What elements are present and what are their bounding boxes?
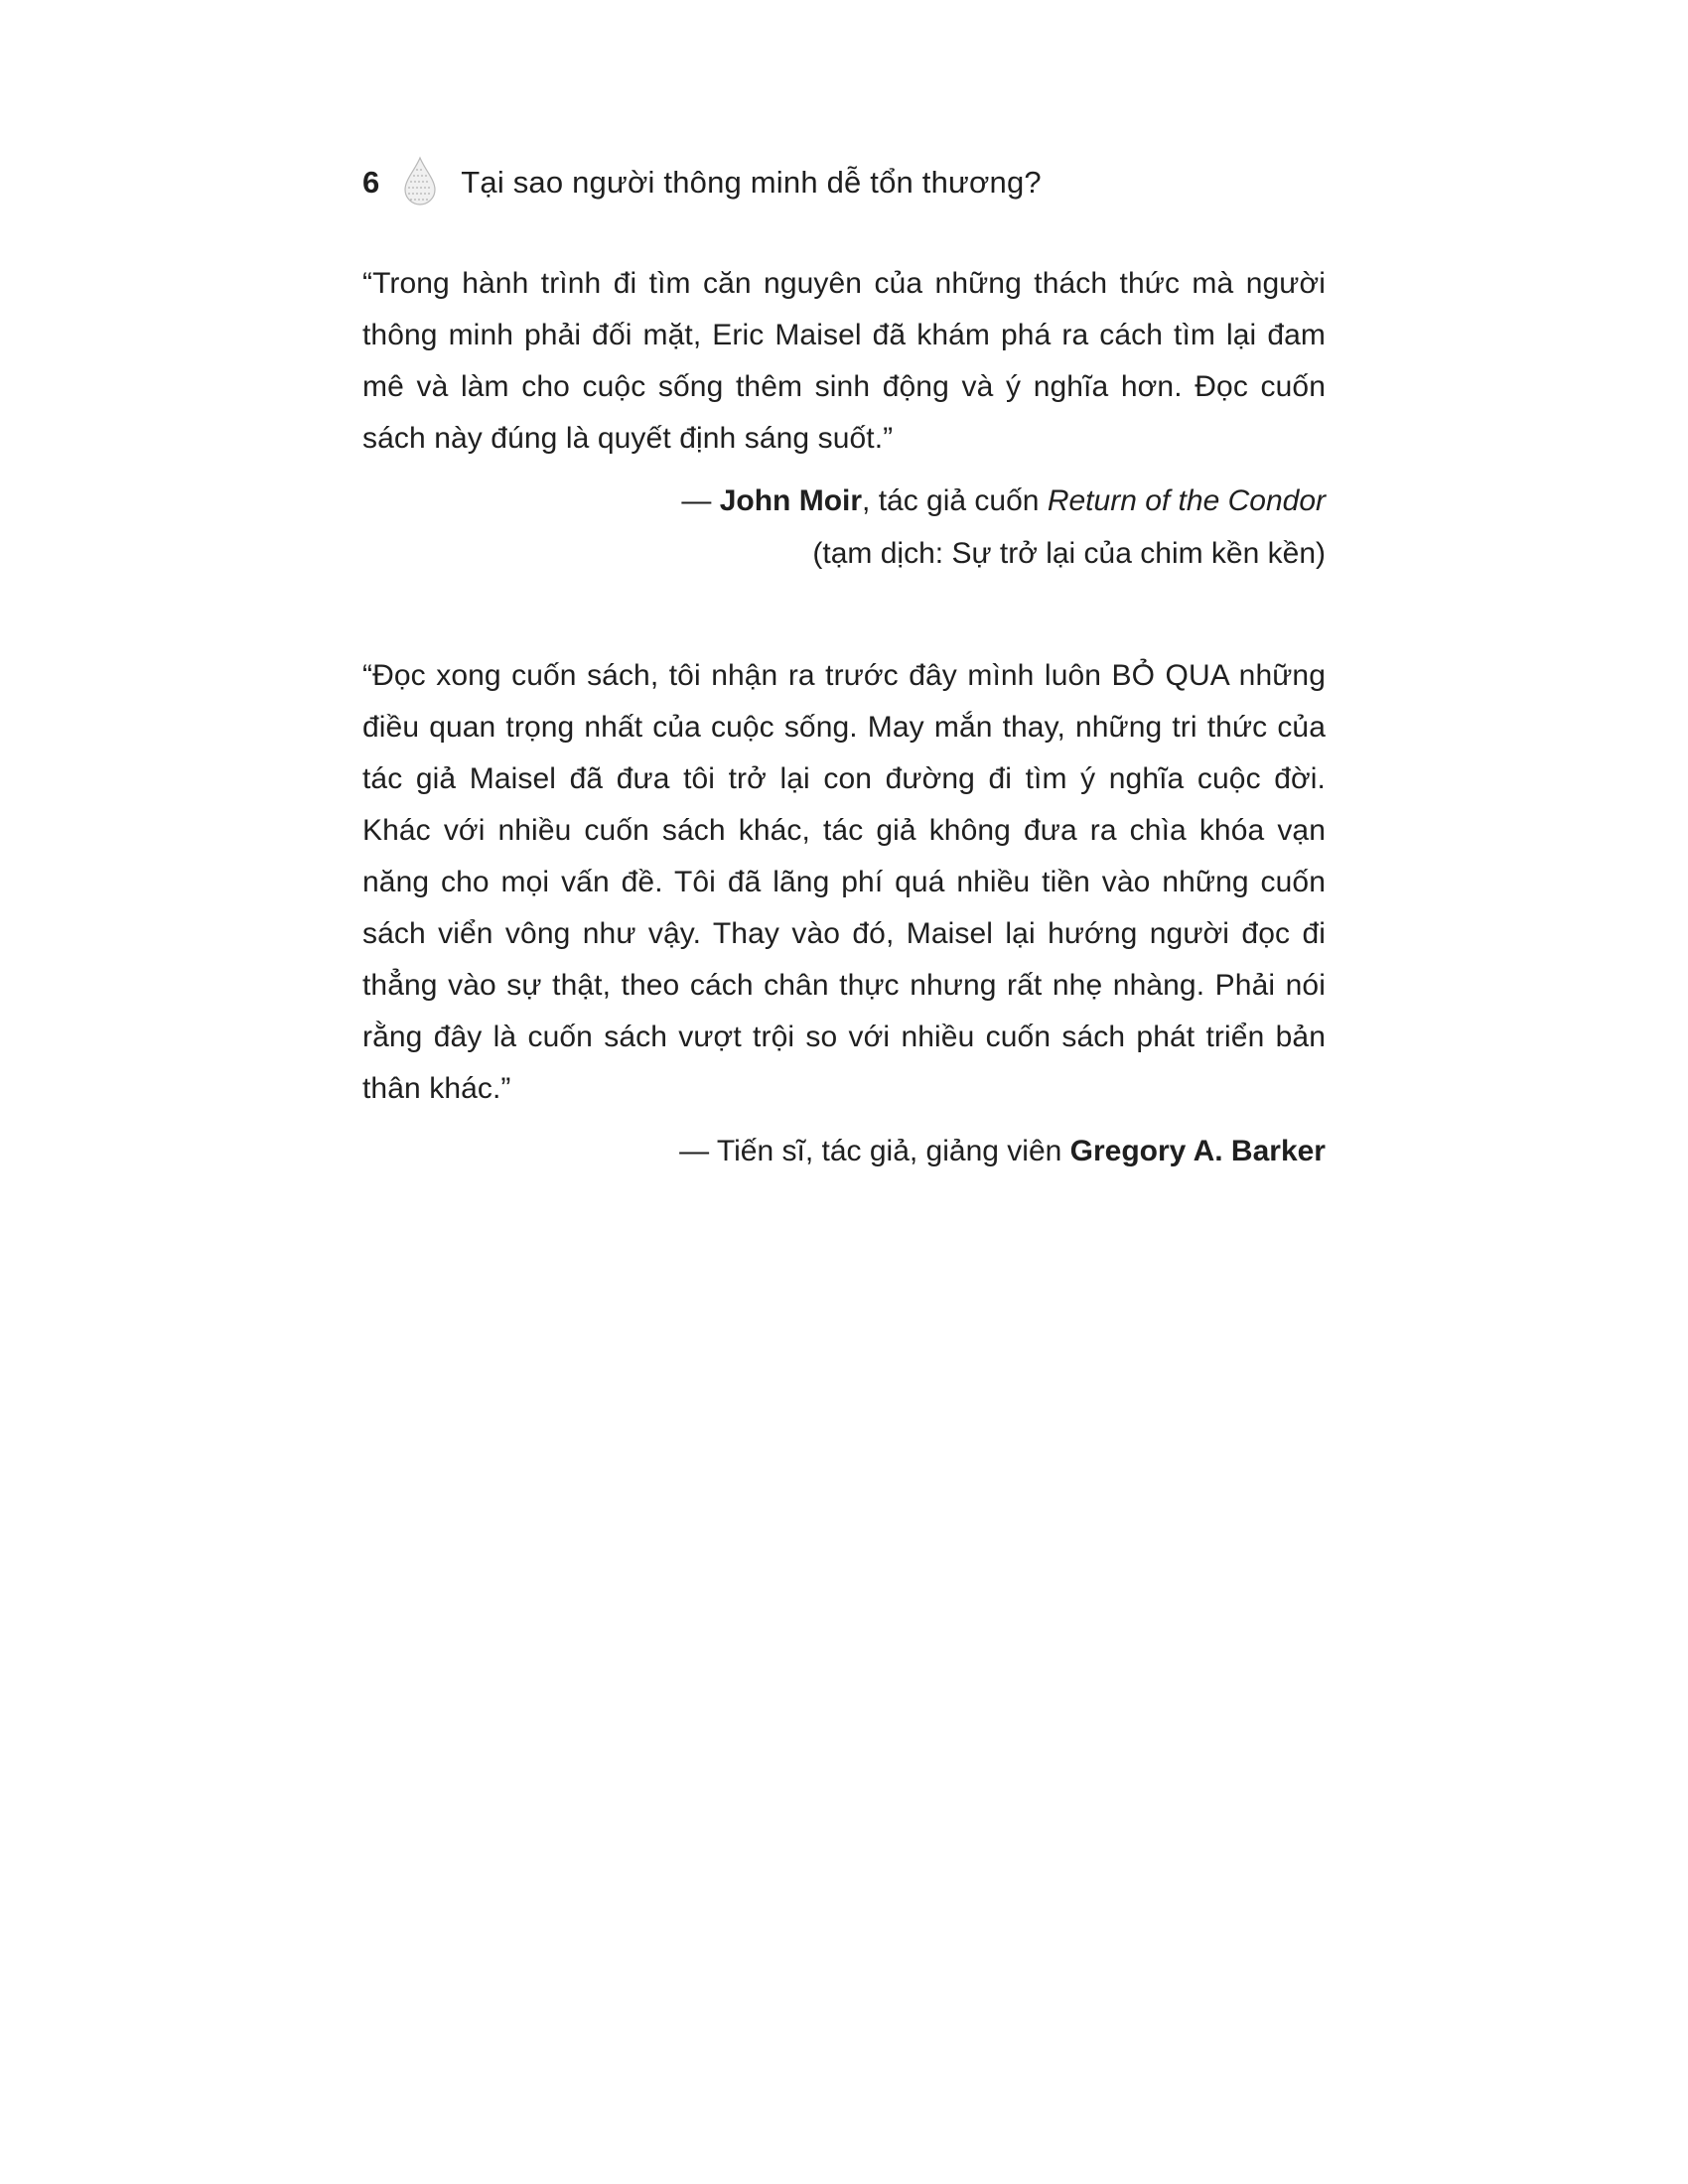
author-credentials: — Tiến sĩ, tác giả, giảng viên (679, 1135, 1070, 1167)
quote-text: “Trong hành trình đi tìm căn nguyên của những thách thức mà người thông minh phải đối mặt, Eric Maisel đã khám phá ra cách tìm lại đam mê và làm cho cuộc sống thêm sinh động và ý nghĩa hơn. Đọc cuốn sách này đúng là quyết định sáng suốt.” (362, 267, 1326, 455)
running-title: Tại sao người thông minh dễ tổn thương? (461, 164, 1042, 200)
book-title: Return of the Condor (1047, 484, 1326, 517)
testimonial-gregory-barker (362, 650, 1326, 1177)
quote-attribution (362, 1125, 1326, 1177)
testimonial-john-moir (362, 258, 1326, 580)
author-name: Gregory A. Barker (1069, 1135, 1326, 1167)
water-drop-icon (401, 156, 439, 207)
author-name: John Moir (719, 484, 863, 517)
quote-text: “Đọc xong cuốn sách, tôi nhận ra trước đây mình luôn BỎ QUA những điều quan trọng nhất của cuộc sống. May mắn thay, những tri thức của tác giả Maisel đã đưa tôi trở lại con đường đi tìm ý nghĩa cuộc đời. Khác với nhiều cuốn sách khác, tác giả không đưa ra chìa khóa vạn năng cho mọi vấn đề. Tôi đã lãng phí quá nhiều tiền vào những cuốn sách viển vông như vậy. Thay vào đó, Maisel lại hướng người đọc đi thẳng vào sự thật, theo cách chân thực nhưng rất nhẹ nhàng. Phải nói rằng đây là cuốn sách vượt trội so với nhiều cuốn sách phát triển bản thân khác.” (362, 659, 1326, 1105)
book-title-translation: (tạm dịch: Sự trở lại của chim kền kền) (812, 537, 1326, 570)
author-role: , tác giả cuốn (862, 484, 1048, 517)
page-header (362, 159, 1042, 205)
quote-attribution (362, 475, 1326, 580)
page-number: 6 (362, 164, 380, 200)
attribution-dash: — (681, 484, 720, 517)
